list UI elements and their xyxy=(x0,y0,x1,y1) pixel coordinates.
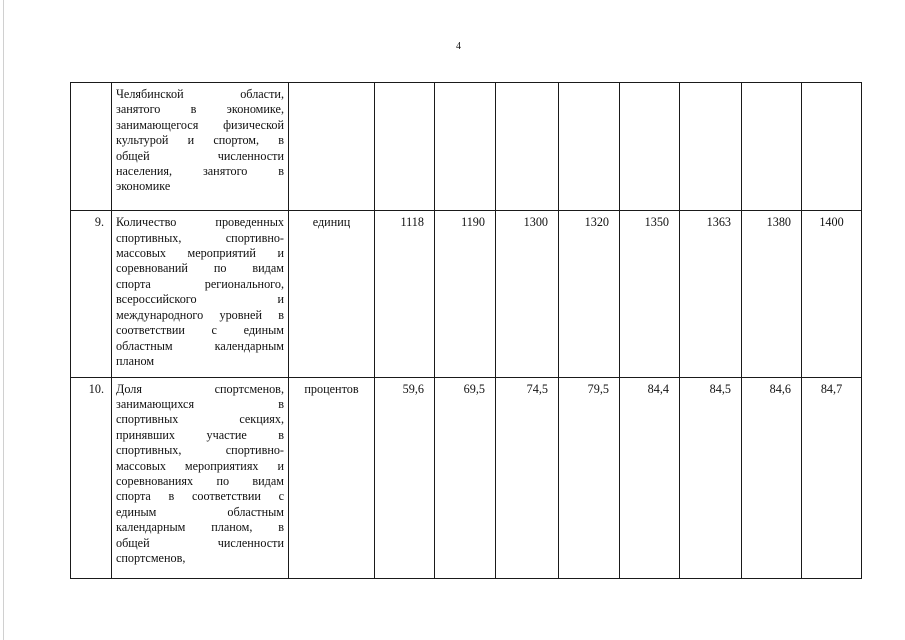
indicator-name-line: соревнований по видам xyxy=(116,261,284,276)
indicator-name-cell xyxy=(112,377,289,578)
unit-cell: единиц xyxy=(289,211,375,377)
indicator-name-line: областным календарным xyxy=(116,338,284,353)
page-number: 4 xyxy=(456,41,461,52)
indicator-name-line: Челябинской области, xyxy=(116,87,284,101)
value-cell: 1363 xyxy=(680,211,742,377)
indicator-name-line: спортсменов, xyxy=(116,551,186,566)
indicator-name-line: Доля спортсменов, xyxy=(116,381,284,396)
indicator-name-line: принявших участие в xyxy=(116,427,284,442)
value-cell: 84,6 xyxy=(742,377,802,578)
value-cell: 69,5 xyxy=(435,377,496,578)
value-cell xyxy=(559,83,620,211)
indicator-name-line: спорта в соответствии с xyxy=(116,489,284,504)
indicator-name-line: массовых мероприятиях и xyxy=(116,458,284,473)
indicator-name-line: соответствии с единым xyxy=(116,323,284,338)
indicator-name-line: спорта регионального, xyxy=(116,276,284,291)
indicator-name-line: Количество проведенных xyxy=(116,215,284,230)
value-cell: 1300 xyxy=(496,211,559,377)
indicator-name-line: международного уровней в xyxy=(116,307,284,322)
value-cell: 84,5 xyxy=(680,377,742,578)
value-cell: 74,5 xyxy=(496,377,559,578)
indicator-name-line: общей численности xyxy=(116,148,284,163)
value-cell: 84,4 xyxy=(620,377,680,578)
indicator-name-line: занимающегося физической xyxy=(116,117,284,132)
scan-edge-line xyxy=(3,0,4,640)
value-cell: 1400 xyxy=(802,211,862,377)
indicator-name-cell xyxy=(112,83,289,211)
table-row xyxy=(71,377,862,578)
indicator-name-line: планом xyxy=(116,353,155,368)
value-cell xyxy=(742,83,802,211)
table-row xyxy=(71,83,862,211)
value-cell xyxy=(375,83,435,211)
value-cell: 1190 xyxy=(435,211,496,377)
value-cell: 59,6 xyxy=(375,377,435,578)
row-number-cell xyxy=(71,83,112,211)
value-cell: 1350 xyxy=(620,211,680,377)
indicator-name-line: общей численности xyxy=(116,535,284,550)
indicator-table xyxy=(70,82,862,579)
value-cell: 1380 xyxy=(742,211,802,377)
table-body xyxy=(71,83,862,579)
indicator-name-line: календарным планом, в xyxy=(116,520,284,535)
indicator-name-line: единым областным xyxy=(116,504,284,519)
indicator-name-line: занятого в экономике, xyxy=(116,102,284,117)
row-number-cell: 10. xyxy=(71,377,112,578)
table-row xyxy=(71,211,862,377)
value-cell xyxy=(435,83,496,211)
value-cell: 1320 xyxy=(559,211,620,377)
indicator-name-cell xyxy=(112,211,289,377)
indicator-name-line: экономике xyxy=(116,179,171,194)
value-cell xyxy=(802,83,862,211)
indicator-name-line: спортивных, спортивно- xyxy=(116,443,284,458)
indicator-name-line: спортивных секциях, xyxy=(116,412,284,427)
indicator-name-line: всероссийского и xyxy=(116,292,284,307)
indicator-name-line: занимающихся в xyxy=(116,396,284,411)
unit-cell xyxy=(289,83,375,211)
indicator-name-line: населения, занятого в xyxy=(116,164,284,179)
indicator-name-line: соревнованиях по видам xyxy=(116,474,284,489)
value-cell: 79,5 xyxy=(559,377,620,578)
indicator-name-line: спортивных, спортивно- xyxy=(116,230,284,245)
unit-cell: процентов xyxy=(289,377,375,578)
value-cell: 84,7 xyxy=(802,377,862,578)
value-cell: 1118 xyxy=(375,211,435,377)
indicator-name-line: культурой и спортом, в xyxy=(116,133,284,148)
value-cell xyxy=(680,83,742,211)
indicator-name-line: массовых мероприятий и xyxy=(116,246,284,261)
row-number-cell: 9. xyxy=(71,211,112,377)
value-cell xyxy=(496,83,559,211)
value-cell xyxy=(620,83,680,211)
